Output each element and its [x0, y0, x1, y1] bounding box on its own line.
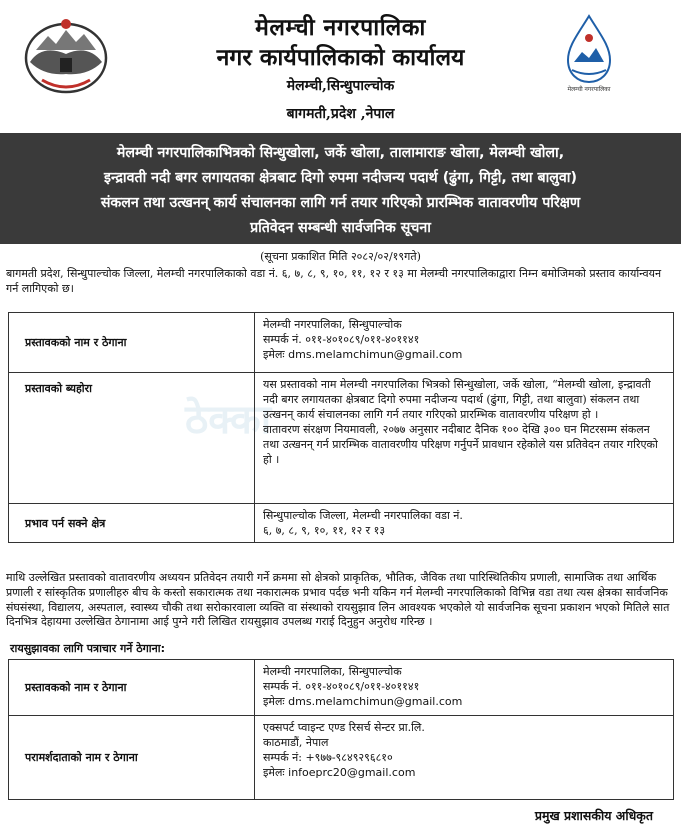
office-province: बागमती,प्रदेश ,नेपाल: [286, 106, 395, 122]
office-name: मेलम्ची नगरपालिका: [255, 14, 426, 41]
contact-proponent-email[interactable]: dms.melamchimun@gmail.com: [288, 695, 463, 708]
consultant-email[interactable]: infoeprc20@gmail.com: [288, 766, 416, 779]
office-location: मेलम्ची,सिन्धुपाल्चोक: [286, 78, 395, 94]
publication-date: (सूचना प्रकाशित मिति २०८२/०२/१९गते): [260, 250, 421, 263]
consultant-label: परामर्शदाताको नाम र ठेगाना: [9, 716, 255, 800]
banner-line-1: मेलम्ची नगरपालिकाभित्रको सिन्धुखोला, जर्के खोला, तालामाराङ खोला, मेलम्ची खोला,: [116, 145, 565, 161]
logo-caption: मेलम्ची नगरपालिका: [567, 86, 611, 93]
table-row: [9, 504, 674, 543]
table-row: [9, 313, 674, 373]
banner-line-4: प्रतिवेदन सम्बन्धी सार्वजनिक सूचना: [250, 220, 431, 236]
proponent-value: [255, 313, 674, 373]
proposal-description-label: प्रस्तावको ब्यहोरा: [9, 373, 255, 504]
proposal-description-p2: वातावरण संरक्षण नियमावली, २०७७ अनुसार नदीबाट दैनिक १०० देखि ३०० घन मिटरसम्म संकलन तथा उत्खनन् गर्न प्रारम्भिक वातावरणीय परिक्षण गर्नुपर्ने प्रावधान रहेकोले यस प्रतिवेदन तयार गरिएको हो ।: [263, 423, 658, 466]
consultant-email-line: [263, 765, 667, 780]
affected-area-wards: ६, ७, ८, ९, १०, ११, १२ र १३: [263, 524, 386, 537]
notice-title-banner: [0, 133, 681, 244]
affected-area-line1: सिन्धुपाल्चोक जिल्ला, मेलम्ची नगरपालिका वडा नं.: [263, 509, 463, 522]
proponent-email-line: [263, 347, 667, 362]
proponent-email[interactable]: dms.melamchimun@gmail.com: [288, 348, 463, 361]
table-row: [9, 373, 674, 504]
affected-area-value: [255, 504, 674, 543]
banner-line-3: संकलन तथा उत्खनन् कार्य संचालनका लागि गर्न तयार गरिएको प्रारम्भिक वातावरणीय परिक्षण: [100, 195, 581, 211]
proposal-description-value: [255, 373, 674, 504]
proponent-label: प्रस्तावकको नाम र ठेगाना: [9, 313, 255, 373]
consultant-value: [255, 716, 674, 800]
affected-area-label: प्रभाव पर्न सक्ने क्षेत्र: [9, 504, 255, 543]
table-row: [9, 660, 674, 716]
proponent-phone: सम्पर्क नं. ०११-४०१०८९/०११-४०११४१: [263, 333, 420, 346]
email-prefix: इमेलः: [263, 766, 289, 779]
proponent-name: मेलम्ची नगरपालिका, सिन्धुपाल्चोक: [263, 318, 402, 331]
contact-address-table: [8, 659, 674, 800]
table-row: [9, 716, 674, 800]
office-subtitle: नगर कार्यपालिकाको कार्यालय: [216, 44, 465, 71]
letterhead: [0, 0, 681, 132]
consultant-phone: सम्पर्क नं: +९७७-९८४९२९६८१०: [263, 751, 393, 764]
consultant-name: एक्सपर्ट प्वाइन्ट एण्ड रिसर्च सेन्टर प्रा.लि.: [263, 721, 425, 734]
melamchi-municipality-logo-icon: [558, 12, 620, 94]
contact-proponent-label: प्रस्तावकको नाम र ठेगाना: [9, 660, 255, 716]
contact-proponent-name: मेलम्ची नगरपालिका, सिन्धुपाल्चोक: [263, 665, 402, 678]
consultant-city: काठमाडौं, नेपाल: [263, 736, 329, 749]
intro-paragraph: बागमती प्रदेश, सिन्धुपाल्चोक जिल्ला, मेलम्ची नगरपालिकाको वडा नं. ६, ७, ८, ९, १०, ११, १२ र १३ मा मेलम्ची नगरपालिकाद्वारा निम्न बमोजिमको प्रस्ताव कार्यान्वयन गर्न लागिएको छ।: [6, 267, 662, 295]
proposal-details-table: [8, 312, 674, 543]
contact-proponent-phone: सम्पर्क नं. ०११-४०१०८९/०११-४०११४१: [263, 680, 420, 693]
signatory-title: प्रमुख प्रशासकीय अधिकृत: [534, 808, 653, 823]
contact-proponent-email-line: [263, 694, 667, 709]
watermark: ठेक्का: [185, 397, 272, 443]
contact-proponent-value: [255, 660, 674, 716]
email-prefix: इमेलः: [263, 695, 289, 708]
email-prefix: इमेलः: [263, 348, 289, 361]
contact-heading: रायसुझावका लागि पत्राचार गर्ने ठेगाना:: [10, 642, 165, 655]
request-paragraph: माथि उल्लेखित प्रस्तावको वातावरणीय अध्ययन प्रतिवेदन तयारी गर्ने क्रममा सो क्षेत्रको प्राकृतिक, भौतिक, जैविक तथा पारिस्थितिकीय प्रणाली, सामाजिक तथा आर्थिक प्रणाली र सांस्कृतिक प्रणालीहरु बीच के कस्तो सकारात्मक तथा नकारात्मक प्रभाव पर्दछ भनी यकिन गर्न मेलम्ची नगरपालिकाको विभिन्न वडा तथा त्यस क्षेत्रका सार्वजनिक संघसंस्था, विद्यालय, अस्पताल, स्वास्थ्य चौकी तथा सरोकारवाला व्यक्ति वा संस्थाको रायसुझाव लिन आवश्यक भएकोले यो सार्वजनिक सूचना प्रकाशन भएको मितिले सात दिनभित्र देहायमा उल्लेखित ठेगानामा आई पुग्ने गरी लिखित रायसुझाव उपलब्ध गराई दिनुहुन अनुरोध गरिन्छ ।: [6, 571, 670, 629]
banner-line-2: इन्द्रावती नदी बगर लगायतका क्षेत्रबाट दिगो रुपमा नदीजन्य पदार्थ (ढुंगा, गिट्टी, तथा बालुवा): [104, 170, 577, 186]
proposal-description-p1: यस प्रस्तावको नाम मेलम्ची नगरपालिका भित्रको सिन्धुखोला, जर्के खोला, “मेलम्ची खोला, इन्द्रावती नदी बगर लगायतका क्षेत्रबाट दिगो रुपमा नदीजन्य पदार्थ (ढुंगा, गिट्टी, तथा बालुवा) संकलन तथा उत्खनन् कार्य संचालनका लागि गर्न तयार गरिएको प्रारम्भिक वातावरणीय परिक्षण हो ।: [263, 378, 651, 421]
